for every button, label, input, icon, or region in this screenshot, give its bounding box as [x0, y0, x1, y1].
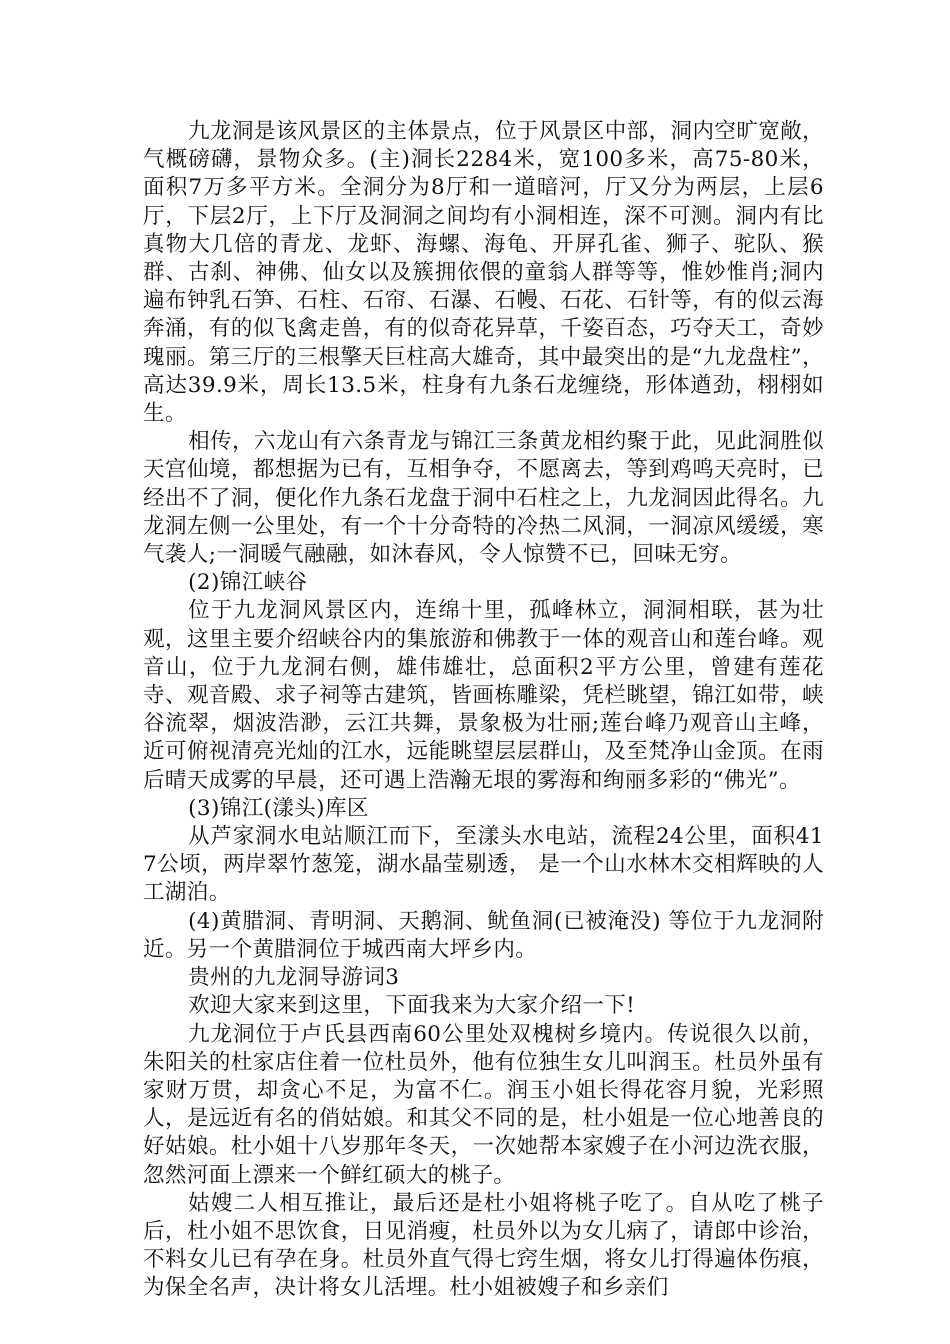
paragraph-lushi-legend: 九龙洞位于卢氏县西南60公里处双槐树乡境内。传说很久以前，朱阳关的杜家店住着一位杜员外，他有位独生女儿叫润玉。杜员外虽有家财万贯，却贪心不足，为富不仁。润玉小姐长得花容月貌，光彩照人，是远近有名的俏姑娘。和其父不同的是，杜小姐是一位心地善良的好姑娘。杜小姐十八岁那年冬天，一次她帮本家嫂子在小河边洗衣服，忽然河面上漂来一个鲜红硕大的桃子。 [143, 1021, 824, 1188]
paragraph-jiulong-cave-overview: 九龙洞是该风景区的主体景点，位于风景区中部，洞内空旷宽敞，气概磅礴，景物众多。(主)洞长2284米，宽100多米，高75-80米，面积7万多平方米。全洞分为8厅和一道暗河，厅又分为两层，上层6厅，下层2厅，上下厅及洞洞之间均有小洞相连，深不可测。洞内有比真物大几倍的青龙、龙虾、海螺、海龟、开屏孔雀、狮子、驼队、猴群、古刹、神佛、仙女以及簇拥依偎的童翁人群等等，惟妙惟肖;洞内遍布钟乳石笋、石柱、石帘、石瀑、石幔、石花、石针等，有的似云海奔涌，有的似飞禽走兽，有的似奇花异草，千姿百态，巧夺天工，奇妙瑰丽。第三厅的三根擎天巨柱高大雄奇，其中最突出的是“九龙盘柱”，高达39.9米，周长13.5米，柱身有九条石龙缠绕，形体遒劲，栩栩如生。 [143, 119, 824, 427]
section-heading-jinjiang-gorge: (2)锦江峡谷 [188, 570, 308, 596]
paragraph-other-caves: (4)黄腊洞、青明洞、天鹅洞、鱿鱼洞(已被淹没) 等位于九龙洞附近。另一个黄腊洞位于城西南大坪乡内。 [143, 908, 824, 962]
paragraph-peach-story: 姑嫂二人相互推让，最后还是杜小姐将桃子吃了。自从吃了桃子后，杜小姐不思饮食，日见消瘦，杜员外以为女儿病了，请郎中诊治，不料女儿已有孕在身。杜员外直气得七窍生烟，将女儿打得遍体伤痕，为保全名声，决计将女儿活埋。杜小姐被嫂子和乡亲们 [143, 1190, 824, 1301]
paragraph-welcome: 欢迎大家来到这里，下面我来为大家介绍一下! [188, 993, 636, 1019]
paragraph-jinjiang-gorge: 位于九龙洞风景区内，连绵十里，孤峰林立，洞洞相联，甚为壮观，这里主要介绍峡谷内的集旅游和佛教于一体的观音山和莲台峰。观音山，位于九龙洞右侧，雄伟雄壮，总面积2平方公里，曾建有莲花寺、观音殿、求子祠等古建筑，皆画栋雕梁，凭栏眺望，锦江如带，峡谷流翠，烟波浩渺，云江共舞，景象极为壮丽;莲台峰乃观音山主峰，近可俯视清亮光灿的江水，远能眺望层层群山，及至梵净山金顶。在雨后晴天成雾的早晨，还可遇上浩瀚无垠的雾海和绚丽多彩的“佛光”。 [143, 598, 824, 793]
article-title-guide-3: 贵州的九龙洞导游词3 [188, 965, 400, 991]
section-heading-reservoir: (3)锦江(漾头)库区 [188, 795, 369, 821]
paragraph-reservoir: 从芦家洞水电站顺江而下，至漾头水电站，流程24公里，面积417公顷，两岸翠竹葱笼，湖水晶莹剔透， 是一个山水林木交相辉映的人工湖泊。 [143, 824, 824, 906]
document-body [143, 118, 824, 1303]
paragraph-legend-of-name: 相传，六龙山有六条青龙与锦江三条黄龙相约聚于此，见此洞胜似天宫仙境，都想据为已有，互相争夺，不愿离去，等到鸡鸣天亮时，已经出不了洞，便化作九条石龙盘于洞中石柱之上，九龙洞因此得名。九龙洞左侧一公里处，有一个十分奇特的冷热二风洞，一洞凉风缓缓，寒气袭人;一洞暖气融融，如沐春风，令人惊赞不已，回味无穷。 [143, 429, 824, 568]
